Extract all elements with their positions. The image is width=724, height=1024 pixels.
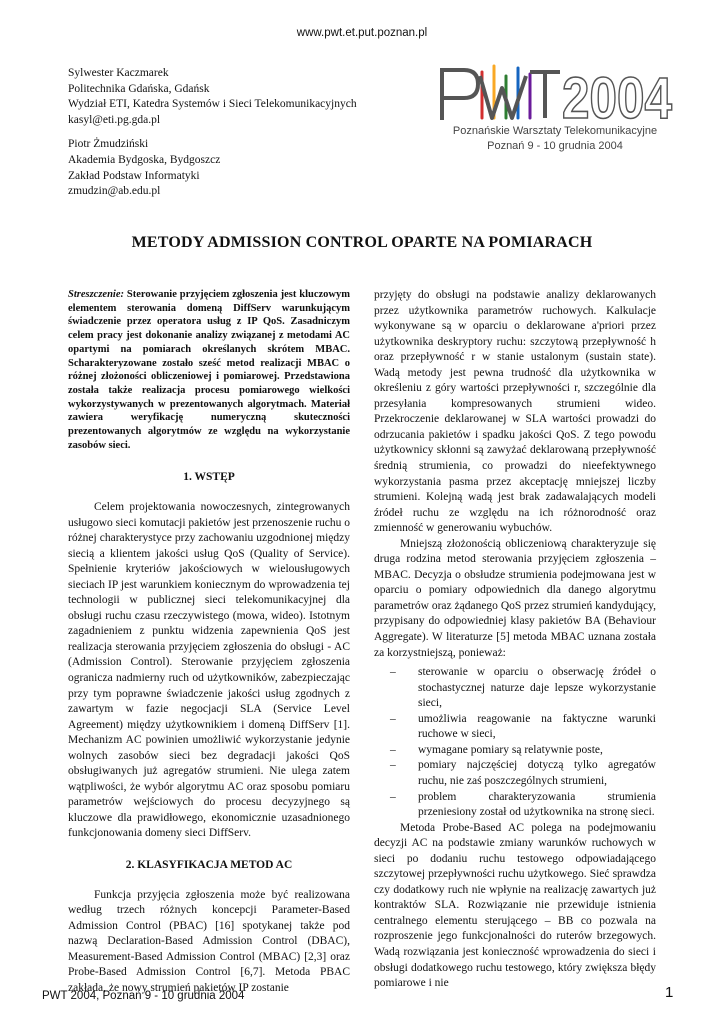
page-number: 1 [665,984,674,1001]
section-1-heading: 1. WSTĘP [183,471,235,484]
section-2-paragraph-1-continued: przyjęty do obsługi na podstawie analizy deklarowanych przez użytkownika parametrów ruchowych. Kalkulacje wykonywane są w oparciu o deklarowane a'priori przez użytkownika deskryptory ruchu: szczytową przepływność h oraz przepływność r w stanie ustalonym (sustain state). Wadą metody jest pewna trudność dla użytkownika w określeniu z góry wartości przepływności r, szczególnie dla przesyłania kompresowanych strumieni wideo. Przekroczenie deklarowanej w SLA wartości prowadzi do odrzucania pakietów i spadku jakości QoS. Z tego powodu użytkownicy skłonni są zawyżać deklarowaną przepływność średnią strumienia, co prowadzi do nieefektywnego wykorzystania pasma przez akceptację mniejszej liczby strumieni. Kolejną wadą jest brak zadawalających modeli źródeł ruchu ze względu na ich różnorodność oraz zmienność w generowaniu wybuchów. [374,289,656,535]
logo-letter-t [530,72,560,118]
dash-bullet-icon: – [390,666,396,679]
author-1-name: Sylwester Kaczmarek [68,67,169,79]
logo-year: 2004 [562,66,672,131]
author-2-name: Piotr Żmudziński [68,138,149,151]
abstract-label: Streszczenie: [68,289,124,300]
list-item [374,712,656,743]
list-item [374,790,656,821]
column-left [68,288,350,996]
paper-title: METODY ADMISSION CONTROL OPARTE NA POMIARACH [131,234,593,251]
section-1-paragraph: Celem projektowania nowoczesnych, zintegrowanych usługowo sieci komutacji pakietów jest przenoszenie ruchu o różnej charakterystyce przy zachowaniu uzgodnionej między siecią a klientem jakości usług QoS (Quality of Service). Spełnienie kryteriów jakościowych w wielousługowych sieciach IP jest warunkiem koniecznym do wprowadzenia tej technologii w publicznej sieci telekomunikacyjnej dla obsługi ruchu czasu rzeczywistego (mowa, wideo). Istotnym zagadnieniem z punktu widzenia zapewnienia QoS jest realizacja sterowania przyjęciem zgłoszenia do obsługi - AC (Admission Control). Sterowanie przyjęciem zgłoszenia ogranicza nadmierny ruch od użytkowników, zabezpieczając przy tym poprawne świadczenie jakości usług zgodnych z zawartym w fazie negocjacji SLA (Service Level Agreement) między użytkownikiem i domeną DiffServ [1]. Mechanizm AC powinien umożliwić wykorzystanie jedynie wolnych zasobów sieci bez degradacji jakości QoS obsługiwanych już agregatów strumieni. Nie ulega zatem wątpliwości, że wybór algorytmu AC oraz sposobu pomiaru parametrów wejściowych do procesu decyzyjnego są kluczowe dla prawidłowego, ekonomicznie uzasadnionego funkcjonowania domeny sieci DiffServ. [68,500,350,840]
author-block [68,66,357,200]
author-2-institution: Akademia Bydgoska, Bydgoszcz [68,153,221,166]
column-right [374,288,656,992]
author-1-department: Wydział ETI, Katedra Systemów i Sieci Telekomunikacyjnych [68,98,357,111]
author-2 [68,137,357,199]
dash-bullet-icon: – [390,743,396,756]
list-item-text: sterowanie w oparciu o obserwację źródeł o stochastycznej naturze daje lepsze wykorzystanie sieci, [418,666,656,710]
conference-date: Poznań 9 - 10 grudnia 2004 [487,140,623,152]
abstract [68,288,350,452]
dash-bullet-icon: – [390,790,396,803]
section-2-paragraph-3: Metoda Probe-Based AC polega na podejmowaniu decyzji AC na podstawie zmiany warunków ruchowych w sieci po dodaniu ruchu testowego odpowiadającego szczytowej przepływności ruchu użytkowego. Sieć sprawdza czy dodatkowy ruch nie wpłynie na realizację zawartych już kontraktów SLA. Rozwiązanie nie przewiduje istnienia centralnego elementu sterującego – BB co pozwala na rozproszenie jego funkcjonalności do ruterów brzegowych. Wadą rozwiązania jest konieczność wprowadzenia do sieci i obsługi dodatkowego ruchu testowego, który zwiększa błędy pomiarowe i nie [374,821,656,990]
list-item-text: umożliwia reagowanie na faktyczne warunki ruchowe w sieci, [418,712,656,741]
abstract-text: Sterowanie przyjęciem zgłoszenia jest kluczowym elementem sterowania domeną DiffServ warunkującym świadczenie przez operatora usług z IP QoS. Zasadniczym celem pracy jest dokonanie analizy związanej z metodami AC opartymi na pomiarach określanych skrótem MBAC. Scharakteryzowane zostało sześć metod realizacji MBAC o różnej złożoności obliczeniowej i pomiarowej. Przedstawiona została także realizacja procesu pomiarowego wielkości wykorzystywanych w prezentowanych algorytmach. Materiał zawiera weryfikację numeryczną skuteczności prezentowanych algorytmów ze względu na wykorzystanie zasobów sieci. [68,289,351,451]
header-url[interactable]: www.pwt.et.put.poznan.pl [296,27,428,39]
dash-bullet-icon: – [390,759,396,772]
author-1-email[interactable]: kasyl@eti.pg.gda.pl [68,113,161,126]
list-item-text: problem charakteryzowania strumienia przeniesiony został od użytkownika na stronę sieci. [418,790,656,819]
section-2-paragraph-2: Mniejszą złożonością obliczeniową charakteryzuje się druga rodzina metod sterowania przyjęciem zgłoszenia – MBAC. Decyzja o obsłudze strumienia podejmowana jest w oparciu o pomiary odpowiednich dla danego algorytmu parametrów oraz żądanego QoS przez strumień kandydujący, przypisany do odpowiedniej klasy pakietów BA (Behaviour Aggregate). W literaturze [5] metoda MBAC uznana została za korzystniejszą, ponieważ: [374,537,656,659]
author-1-institution: Politechnika Gdańska, Gdańsk [68,82,210,95]
list-item [374,758,656,789]
author-2-department: Zakład Podstaw Informatyki [68,169,200,182]
section-2-heading: 2. KLASYFIKACJA METOD AC [125,859,293,872]
dash-bullet-icon: – [390,712,396,725]
list-item [374,665,656,712]
author-2-email[interactable]: zmudzin@ab.edu.pl [68,185,161,198]
author-1 [68,66,357,128]
mbac-advantages-list [374,665,656,820]
section-2-paragraph-1: Funkcja przyjęcia zgłoszenia może być realizowana według trzech różnych koncepcji Parameter-Based Admission Control (PBAC) [16] spotykanej także pod nazwą Declaration-Based Admission Control (DBAC), Measurement-Based Admission Control (MBAC) [2,3] oraz Probe-Based Admission Control [6,7]. Metoda PBAC zakłada, że nowy strumień pakietów IP zostanie [68,888,350,994]
conference-info [420,124,690,154]
logo-letter-p [442,70,478,120]
conference-name: Poznańskie Warsztaty Telekomunikacyjne [452,125,658,137]
footer-conference: PWT 2004, Poznań 9 - 10 grudnia 2004 [42,990,245,1002]
list-item-text: wymagane pomiary są relatywnie poste, [418,743,603,756]
list-item-text: pomiary najczęściej dotyczą tylko agregatów ruchu, nie zaś poszczególnych strumieni, [418,759,656,787]
list-item [374,743,656,759]
